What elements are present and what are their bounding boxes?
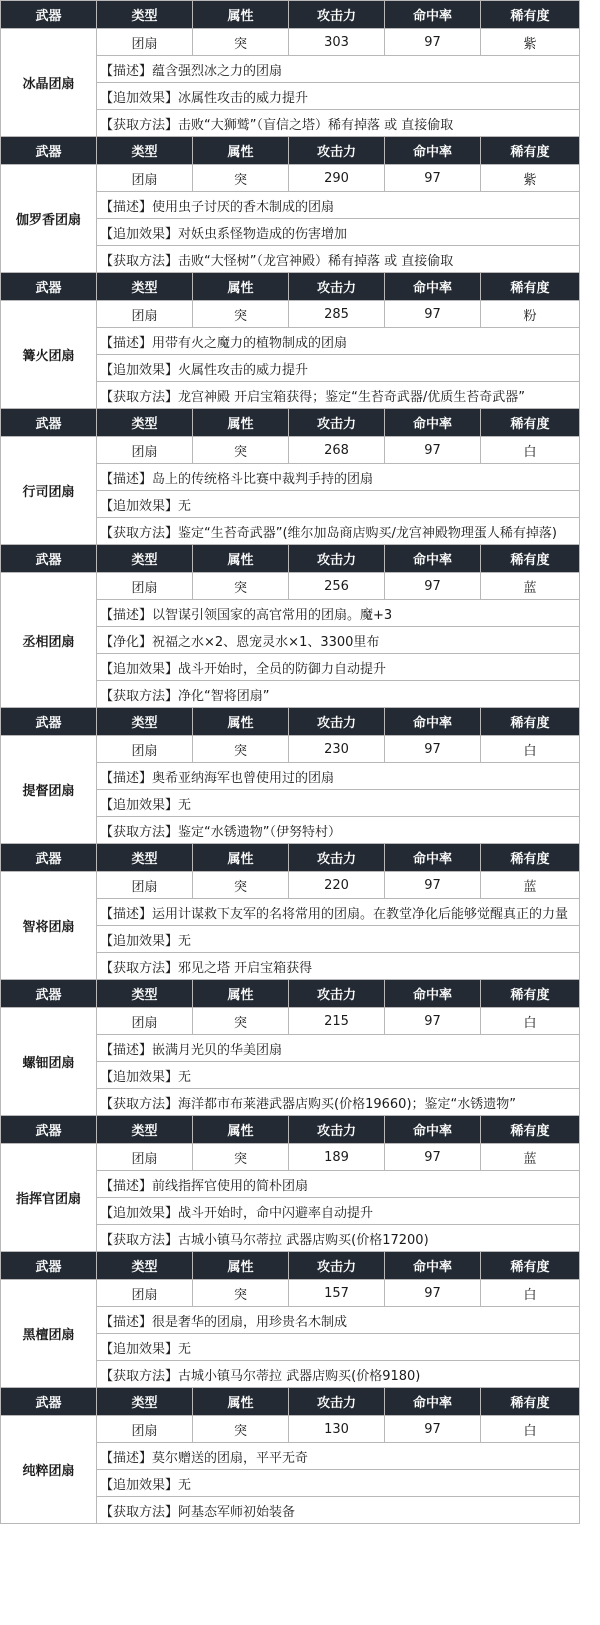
weapon-attribute: 突: [193, 1008, 289, 1035]
weapon-name: 丞相团扇: [1, 573, 97, 708]
weapon-table-body: [1, 1, 580, 1524]
weapon-stats-row: [1, 29, 580, 56]
field-label: 【获取方法】: [100, 117, 179, 133]
weapon-rarity: 白: [481, 1008, 580, 1035]
weapon-rarity: 紫: [481, 165, 580, 192]
weapon-attribute: 突: [193, 301, 289, 328]
weapon-attribute: 突: [193, 29, 289, 56]
weapon-rarity: 粉: [481, 301, 580, 328]
field-value: 击败“大狮鹫”（盲信之塔）稀有掉落 或 直接偷取: [178, 117, 454, 133]
field-label: 【获取方法】: [100, 688, 179, 704]
header-rarity: 稀有度: [481, 1116, 580, 1144]
weapon-desc: [97, 56, 580, 83]
header-rarity: 稀有度: [481, 545, 580, 573]
field-value: 冰属性攻击的威力提升: [178, 90, 309, 106]
weapon-obtain: [97, 1361, 580, 1388]
header-rarity: 稀有度: [481, 980, 580, 1008]
field-label: 【获取方法】: [100, 1504, 179, 1520]
field-value: 火属性攻击的威力提升: [178, 362, 309, 378]
field-label: 【获取方法】: [100, 1368, 179, 1384]
field-label: 【追加效果】: [100, 498, 179, 514]
header-weapon: 武器: [1, 1116, 97, 1144]
header-attribute: 属性: [193, 1252, 289, 1280]
field-value: 净化“智将团扇”: [178, 688, 270, 704]
header-rarity: 稀有度: [481, 273, 580, 301]
header-row: [1, 545, 580, 573]
header-attribute: 属性: [193, 545, 289, 573]
weapon-hit-rate: 97: [385, 165, 481, 192]
weapon-hit-rate: 97: [385, 301, 481, 328]
header-type: 类型: [97, 409, 193, 437]
header-rarity: 稀有度: [481, 844, 580, 872]
header-hit-rate: 命中率: [385, 1116, 481, 1144]
field-value: 蕴含强烈冰之力的团扇: [152, 63, 283, 79]
header-type: 类型: [97, 137, 193, 165]
field-value: 海洋都市布莱港武器店购买(价格19660)；鉴定“水锈遗物”: [178, 1096, 516, 1112]
weapon-effect: [97, 219, 580, 246]
weapon-rarity: 白: [481, 1416, 580, 1443]
weapon-hit-rate: 97: [385, 1008, 481, 1035]
field-value: 无: [178, 1341, 192, 1357]
header-type: 类型: [97, 708, 193, 736]
header-row: [1, 1116, 580, 1144]
header-weapon: 武器: [1, 1, 97, 29]
weapon-attack: 130: [289, 1416, 385, 1443]
weapon-stats-row: [1, 872, 580, 899]
weapon-effect: [97, 926, 580, 953]
field-value: 鉴定“生苔奇武器”(维尔加岛商店购买/龙宫神殿物理蛋人稀有掉落): [178, 525, 558, 541]
weapon-type: 团扇: [97, 1144, 193, 1171]
weapon-attack: 290: [289, 165, 385, 192]
header-attribute: 属性: [193, 137, 289, 165]
field-value: 阿基态军师初始装备: [178, 1504, 296, 1520]
header-attack: 攻击力: [289, 273, 385, 301]
weapon-obtain: [97, 1225, 580, 1252]
field-value: 以智谋引领国家的高官常用的团扇。魔+3: [152, 607, 393, 623]
field-label: 【追加效果】: [100, 1069, 179, 1085]
header-weapon: 武器: [1, 273, 97, 301]
weapon-attribute: 突: [193, 1280, 289, 1307]
header-hit-rate: 命中率: [385, 1, 481, 29]
header-attack: 攻击力: [289, 980, 385, 1008]
weapon-obtain: [97, 1089, 580, 1116]
weapon-type: 团扇: [97, 1416, 193, 1443]
header-attribute: 属性: [193, 980, 289, 1008]
field-label: 【获取方法】: [100, 960, 179, 976]
field-label: 【描述】: [100, 770, 153, 786]
field-label: 【追加效果】: [100, 1341, 179, 1357]
header-rarity: 稀有度: [481, 708, 580, 736]
weapon-stats-row: [1, 301, 580, 328]
field-label: 【描述】: [100, 199, 153, 215]
weapon-attack: 230: [289, 736, 385, 763]
weapon-name: 篝火团扇: [1, 301, 97, 409]
header-attack: 攻击力: [289, 1116, 385, 1144]
header-rarity: 稀有度: [481, 137, 580, 165]
field-value: 战斗开始时，命中闪避率自动提升: [178, 1205, 374, 1221]
field-value: 很是奢华的团扇，用珍贵名木制成: [152, 1314, 348, 1330]
field-label: 【获取方法】: [100, 253, 179, 269]
header-row: [1, 1, 580, 29]
header-rarity: 稀有度: [481, 1252, 580, 1280]
weapon-rarity: 白: [481, 1280, 580, 1307]
weapon-hit-rate: 97: [385, 1416, 481, 1443]
weapon-obtain: [97, 1497, 580, 1524]
field-label: 【描述】: [100, 906, 153, 922]
weapon-attribute: 突: [193, 1416, 289, 1443]
weapon-attribute: 突: [193, 736, 289, 763]
header-weapon: 武器: [1, 844, 97, 872]
header-attack: 攻击力: [289, 708, 385, 736]
header-hit-rate: 命中率: [385, 708, 481, 736]
field-label: 【描述】: [100, 607, 153, 623]
weapon-obtain: [97, 110, 580, 137]
field-label: 【获取方法】: [100, 824, 179, 840]
field-label: 【描述】: [100, 1042, 153, 1058]
field-value: 鉴定“水锈遗物”（伊努特村）: [178, 824, 341, 840]
field-label: 【描述】: [100, 335, 153, 351]
header-weapon: 武器: [1, 1252, 97, 1280]
weapon-hit-rate: 97: [385, 736, 481, 763]
header-hit-rate: 命中率: [385, 273, 481, 301]
field-label: 【追加效果】: [100, 1477, 179, 1493]
field-value: 战斗开始时，全员的防御力自动提升: [178, 661, 387, 677]
weapon-desc: [97, 464, 580, 491]
weapon-effect: [97, 654, 580, 681]
header-rarity: 稀有度: [481, 1388, 580, 1416]
field-label: 【描述】: [100, 63, 153, 79]
weapon-type: 团扇: [97, 573, 193, 600]
field-label: 【描述】: [100, 1314, 153, 1330]
weapon-name: 冰晶团扇: [1, 29, 97, 137]
header-attribute: 属性: [193, 1116, 289, 1144]
header-type: 类型: [97, 1116, 193, 1144]
weapon-name: 伽罗香团扇: [1, 165, 97, 273]
weapon-obtain: [97, 681, 580, 708]
header-weapon: 武器: [1, 545, 97, 573]
weapon-stats-row: [1, 1280, 580, 1307]
header-weapon: 武器: [1, 137, 97, 165]
header-hit-rate: 命中率: [385, 1388, 481, 1416]
field-label: 【获取方法】: [100, 1096, 179, 1112]
field-label: 【追加效果】: [100, 933, 179, 949]
weapon-name: 螺钿团扇: [1, 1008, 97, 1116]
field-label: 【获取方法】: [100, 1232, 179, 1248]
field-value: 龙宫神殿 开启宝箱获得；鉴定“生苔奇武器/优质生苔奇武器”: [178, 389, 525, 405]
field-label: 【追加效果】: [100, 226, 179, 242]
weapon-stats-row: [1, 736, 580, 763]
weapon-desc: [97, 328, 580, 355]
header-type: 类型: [97, 1388, 193, 1416]
field-label: 【净化】: [100, 634, 153, 650]
header-weapon: 武器: [1, 708, 97, 736]
weapon-desc: [97, 600, 580, 627]
field-label: 【追加效果】: [100, 797, 179, 813]
field-value: 使用虫子讨厌的香木制成的团扇: [152, 199, 335, 215]
weapon-hit-rate: 97: [385, 1280, 481, 1307]
weapon-name: 智将团扇: [1, 872, 97, 980]
field-value: 奥希亚纳海军也曾使用过的团扇: [152, 770, 335, 786]
field-value: 古城小镇马尔蒂拉 武器店购买(价格9180): [178, 1368, 421, 1384]
weapon-hit-rate: 97: [385, 872, 481, 899]
weapon-effect: [97, 1470, 580, 1497]
weapon-hit-rate: 97: [385, 437, 481, 464]
field-value: 无: [178, 1069, 192, 1085]
field-label: 【追加效果】: [100, 90, 179, 106]
header-attack: 攻击力: [289, 1388, 385, 1416]
header-type: 类型: [97, 273, 193, 301]
field-label: 【追加效果】: [100, 362, 179, 378]
weapon-obtain: [97, 382, 580, 409]
header-hit-rate: 命中率: [385, 844, 481, 872]
weapon-desc: [97, 1307, 580, 1334]
weapon-rarity: 白: [481, 437, 580, 464]
weapon-type: 团扇: [97, 301, 193, 328]
field-value: 无: [178, 933, 192, 949]
weapon-type: 团扇: [97, 736, 193, 763]
weapon-stats-row: [1, 165, 580, 192]
field-label: 【获取方法】: [100, 525, 179, 541]
header-weapon: 武器: [1, 980, 97, 1008]
header-attack: 攻击力: [289, 1, 385, 29]
weapon-attribute: 突: [193, 872, 289, 899]
weapon-type: 团扇: [97, 29, 193, 56]
header-attribute: 属性: [193, 1388, 289, 1416]
header-attribute: 属性: [193, 708, 289, 736]
weapon-obtain: [97, 246, 580, 273]
field-value: 无: [178, 498, 192, 514]
weapon-type: 团扇: [97, 1008, 193, 1035]
header-type: 类型: [97, 844, 193, 872]
header-attribute: 属性: [193, 844, 289, 872]
weapon-name: 纯粹团扇: [1, 1416, 97, 1524]
weapon-attribute: 突: [193, 573, 289, 600]
header-type: 类型: [97, 980, 193, 1008]
header-weapon: 武器: [1, 409, 97, 437]
header-hit-rate: 命中率: [385, 545, 481, 573]
field-value: 祝福之水×2、恩宠灵水×1、3300里布: [152, 634, 380, 650]
weapon-attribute: 突: [193, 437, 289, 464]
header-hit-rate: 命中率: [385, 1252, 481, 1280]
header-type: 类型: [97, 545, 193, 573]
header-row: [1, 844, 580, 872]
weapon-effect: [97, 1198, 580, 1225]
weapon-effect: [97, 83, 580, 110]
field-label: 【描述】: [100, 1450, 153, 1466]
header-attack: 攻击力: [289, 844, 385, 872]
weapon-rarity: 紫: [481, 29, 580, 56]
weapon-obtain: [97, 518, 580, 545]
weapon-type: 团扇: [97, 165, 193, 192]
weapon-effect: [97, 491, 580, 518]
field-value: 用带有火之魔力的植物制成的团扇: [152, 335, 348, 351]
weapon-obtain: [97, 953, 580, 980]
field-value: 击败“大怪树”（龙宫神殿）稀有掉落 或 直接偷取: [178, 253, 454, 269]
header-row: [1, 137, 580, 165]
header-attack: 攻击力: [289, 1252, 385, 1280]
weapon-desc: [97, 899, 580, 926]
weapon-stats-row: [1, 573, 580, 600]
weapon-name: 提督团扇: [1, 736, 97, 844]
weapon-effect: [97, 1334, 580, 1361]
header-hit-rate: 命中率: [385, 137, 481, 165]
weapon-rarity: 蓝: [481, 872, 580, 899]
weapon-desc: [97, 763, 580, 790]
field-label: 【追加效果】: [100, 1205, 179, 1221]
weapon-type: 团扇: [97, 872, 193, 899]
weapon-desc: [97, 192, 580, 219]
weapon-stats-row: [1, 1416, 580, 1443]
weapon-attribute: 突: [193, 165, 289, 192]
weapon-effect: [97, 790, 580, 817]
header-row: [1, 980, 580, 1008]
header-attribute: 属性: [193, 273, 289, 301]
weapon-obtain: [97, 817, 580, 844]
weapon-desc: [97, 1171, 580, 1198]
header-type: 类型: [97, 1, 193, 29]
weapon-effect: [97, 1062, 580, 1089]
header-attack: 攻击力: [289, 545, 385, 573]
weapon-rarity: 蓝: [481, 1144, 580, 1171]
header-hit-rate: 命中率: [385, 409, 481, 437]
weapon-purify: [97, 627, 580, 654]
field-value: 嵌满月光贝的华美团扇: [152, 1042, 283, 1058]
weapon-desc: [97, 1443, 580, 1470]
weapon-attack: 268: [289, 437, 385, 464]
header-attribute: 属性: [193, 409, 289, 437]
weapon-name: 黑檀团扇: [1, 1280, 97, 1388]
field-value: 无: [178, 797, 192, 813]
weapon-attack: 285: [289, 301, 385, 328]
weapon-hit-rate: 97: [385, 29, 481, 56]
field-value: 无: [178, 1477, 192, 1493]
weapon-stats-row: [1, 437, 580, 464]
field-value: 古城小镇马尔蒂拉 武器店购买(价格17200): [178, 1232, 429, 1248]
header-type: 类型: [97, 1252, 193, 1280]
weapon-desc: [97, 1035, 580, 1062]
weapon-name: 行司团扇: [1, 437, 97, 545]
weapon-attack: 157: [289, 1280, 385, 1307]
header-attribute: 属性: [193, 1, 289, 29]
field-value: 运用计谋救下友军的名将常用的团扇。在教堂净化后能够觉醒真正的力量: [152, 906, 569, 922]
header-rarity: 稀有度: [481, 409, 580, 437]
weapon-stats-row: [1, 1144, 580, 1171]
weapon-effect: [97, 355, 580, 382]
field-label: 【追加效果】: [100, 661, 179, 677]
header-hit-rate: 命中率: [385, 980, 481, 1008]
header-row: [1, 409, 580, 437]
weapon-attack: 303: [289, 29, 385, 56]
weapon-hit-rate: 97: [385, 1144, 481, 1171]
weapon-hit-rate: 97: [385, 573, 481, 600]
weapon-attack: 256: [289, 573, 385, 600]
header-weapon: 武器: [1, 1388, 97, 1416]
weapon-rarity: 白: [481, 736, 580, 763]
field-value: 莫尔赠送的团扇，平平无奇: [152, 1450, 309, 1466]
weapon-type: 团扇: [97, 437, 193, 464]
field-value: 前线指挥官使用的简朴团扇: [152, 1178, 309, 1194]
header-row: [1, 1252, 580, 1280]
weapon-attack: 189: [289, 1144, 385, 1171]
field-label: 【获取方法】: [100, 389, 179, 405]
header-row: [1, 1388, 580, 1416]
weapon-attribute: 突: [193, 1144, 289, 1171]
field-label: 【描述】: [100, 1178, 153, 1194]
weapon-name: 指挥官团扇: [1, 1144, 97, 1252]
header-attack: 攻击力: [289, 137, 385, 165]
weapon-rarity: 蓝: [481, 573, 580, 600]
weapon-attack: 220: [289, 872, 385, 899]
field-value: 对妖虫系怪物造成的伤害增加: [178, 226, 348, 242]
header-row: [1, 273, 580, 301]
weapon-stats-row: [1, 1008, 580, 1035]
field-value: 岛上的传统格斗比赛中裁判手持的团扇: [152, 471, 374, 487]
weapon-attack: 215: [289, 1008, 385, 1035]
field-value: 邪见之塔 开启宝箱获得: [178, 960, 313, 976]
weapon-type: 团扇: [97, 1280, 193, 1307]
header-attack: 攻击力: [289, 409, 385, 437]
header-row: [1, 708, 580, 736]
field-label: 【描述】: [100, 471, 153, 487]
header-rarity: 稀有度: [481, 1, 580, 29]
